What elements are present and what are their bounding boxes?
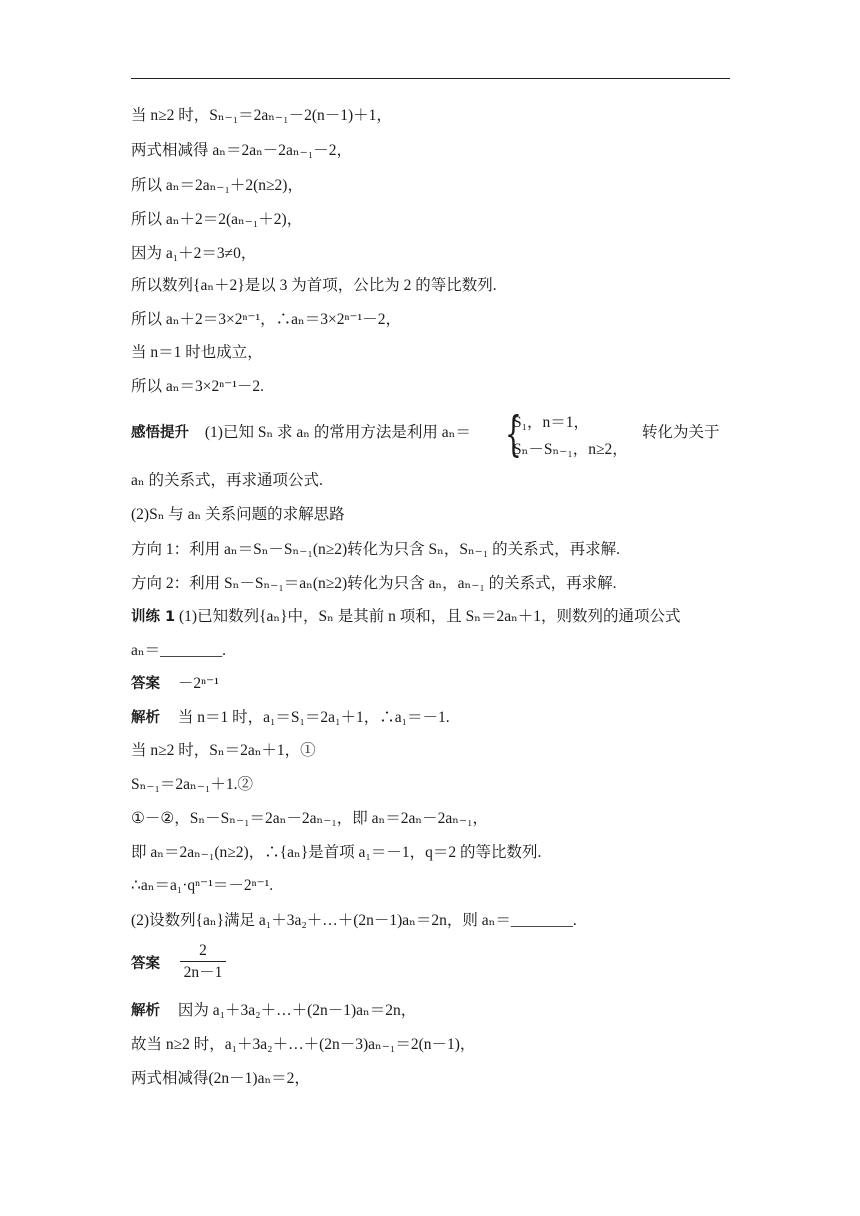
fraction-numerator: 2 <box>199 942 207 959</box>
text-line: 当 n≥2 时，Sₙ＝2aₙ＋1，① <box>131 742 316 759</box>
case-two: Sₙ－Sₙ₋₁，n≥2， <box>513 441 628 458</box>
answer-fraction <box>180 941 226 982</box>
text-line: 当 n＝1 时也成立， <box>131 344 263 361</box>
insight-label: 感悟提升 <box>131 425 189 441</box>
text-line: 所以 aₙ＝3×2ⁿ⁻¹－2. <box>131 378 265 395</box>
text-line: 两式相减得 aₙ＝2aₙ－2aₙ₋₁－2， <box>131 142 352 159</box>
answer-label-2 <box>131 954 160 974</box>
text-line: 即 aₙ＝2aₙ₋₁(n≥2)，∴{aₙ}是首项 a₁＝－1，q＝2 的等比数列. <box>131 844 542 861</box>
text-line: 方向 1：利用 aₙ＝Sₙ－Sₙ₋₁(n≥2)转化为只含 Sₙ，Sₙ₋₁ 的关系式，再求解. <box>131 541 621 558</box>
text-line: 方向 2：利用 Sₙ－Sₙ₋₁＝aₙ(n≥2)转化为只含 aₙ，aₙ₋₁ 的关系式，再求解. <box>131 575 617 592</box>
analysis-label: 解析 <box>131 1003 160 1019</box>
text-line: ①－②，Sₙ－Sₙ₋₁＝2aₙ－2aₙ₋₁，即 aₙ＝2aₙ－2aₙ₋₁， <box>131 810 489 827</box>
text-line: 两式相减得(2n－1)aₙ＝2， <box>131 1070 310 1087</box>
analysis-line <box>131 708 450 728</box>
text-line: 当 n≥2 时，Sₙ₋₁＝2aₙ₋₁－2(n－1)＋1， <box>131 107 392 124</box>
insight-text: (1)已知 Sₙ 求 aₙ 的常用方法是利用 aₙ＝ <box>204 424 471 441</box>
analysis-label: 解析 <box>131 710 160 726</box>
text-line: 因为 a₁＋2＝3≠0， <box>131 245 257 262</box>
text-line: aₙ＝________. <box>131 642 226 659</box>
text-line: (2)Sₙ 与 aₙ 关系问题的求解思路 <box>131 506 345 523</box>
text-line: 所以 aₙ＝2aₙ₋₁＋2(n≥2)， <box>131 177 303 194</box>
analysis-text: 因为 a₁＋3a₂＋…＋(2n－1)aₙ＝2n， <box>177 1002 417 1019</box>
insight-tail: 转化为关于 <box>642 424 720 441</box>
text-line: 所以 aₙ＋2＝2(aₙ₋₁＋2)， <box>131 211 303 228</box>
text-line: 所以数列{aₙ＋2}是以 3 为首项，公比为 2 的等比数列. <box>131 277 497 294</box>
header-rule <box>131 78 730 79</box>
text-line: Sₙ₋₁＝2aₙ₋₁＋1.② <box>131 776 253 793</box>
left-brace: { <box>505 406 522 462</box>
answer-value: －2ⁿ⁻¹ <box>177 675 219 692</box>
analysis-line-2 <box>131 1001 416 1021</box>
text-line: aₙ 的关系式，再求通项公式. <box>131 472 323 489</box>
text-line: 故当 n≥2 时，a₁＋3a₂＋…＋(2n－3)aₙ₋₁＝2(n－1)， <box>131 1036 476 1053</box>
case-one: S₁，n＝1， <box>513 414 590 431</box>
answer-label: 答案 <box>131 956 160 972</box>
text-line: 所以 aₙ＋2＝3×2ⁿ⁻¹，∴aₙ＝3×2ⁿ⁻¹－2， <box>131 311 401 328</box>
training-text: (1)已知数列{aₙ}中，Sₙ 是其前 n 项和，且 Sₙ＝2aₙ＋1，则数列的通项公式 <box>175 608 681 625</box>
analysis-text: 当 n＝1 时，a₁＝S₁＝2a₁＋1，∴a₁＝－1. <box>177 709 450 726</box>
training-line <box>131 607 681 627</box>
training-label: 训练 1 <box>131 609 176 625</box>
fraction-bar <box>180 961 226 962</box>
text-line: (2)设数列{aₙ}满足 a₁＋3a₂＋…＋(2n－1)aₙ＝2n，则 aₙ＝________. <box>131 912 577 929</box>
fraction-denominator: 2n－1 <box>183 964 223 981</box>
text-line: ∴aₙ＝a₁·qⁿ⁻¹＝－2ⁿ⁻¹. <box>131 877 274 894</box>
insight-line <box>131 423 471 443</box>
answer-label: 答案 <box>131 676 160 692</box>
answer-line <box>131 674 219 694</box>
